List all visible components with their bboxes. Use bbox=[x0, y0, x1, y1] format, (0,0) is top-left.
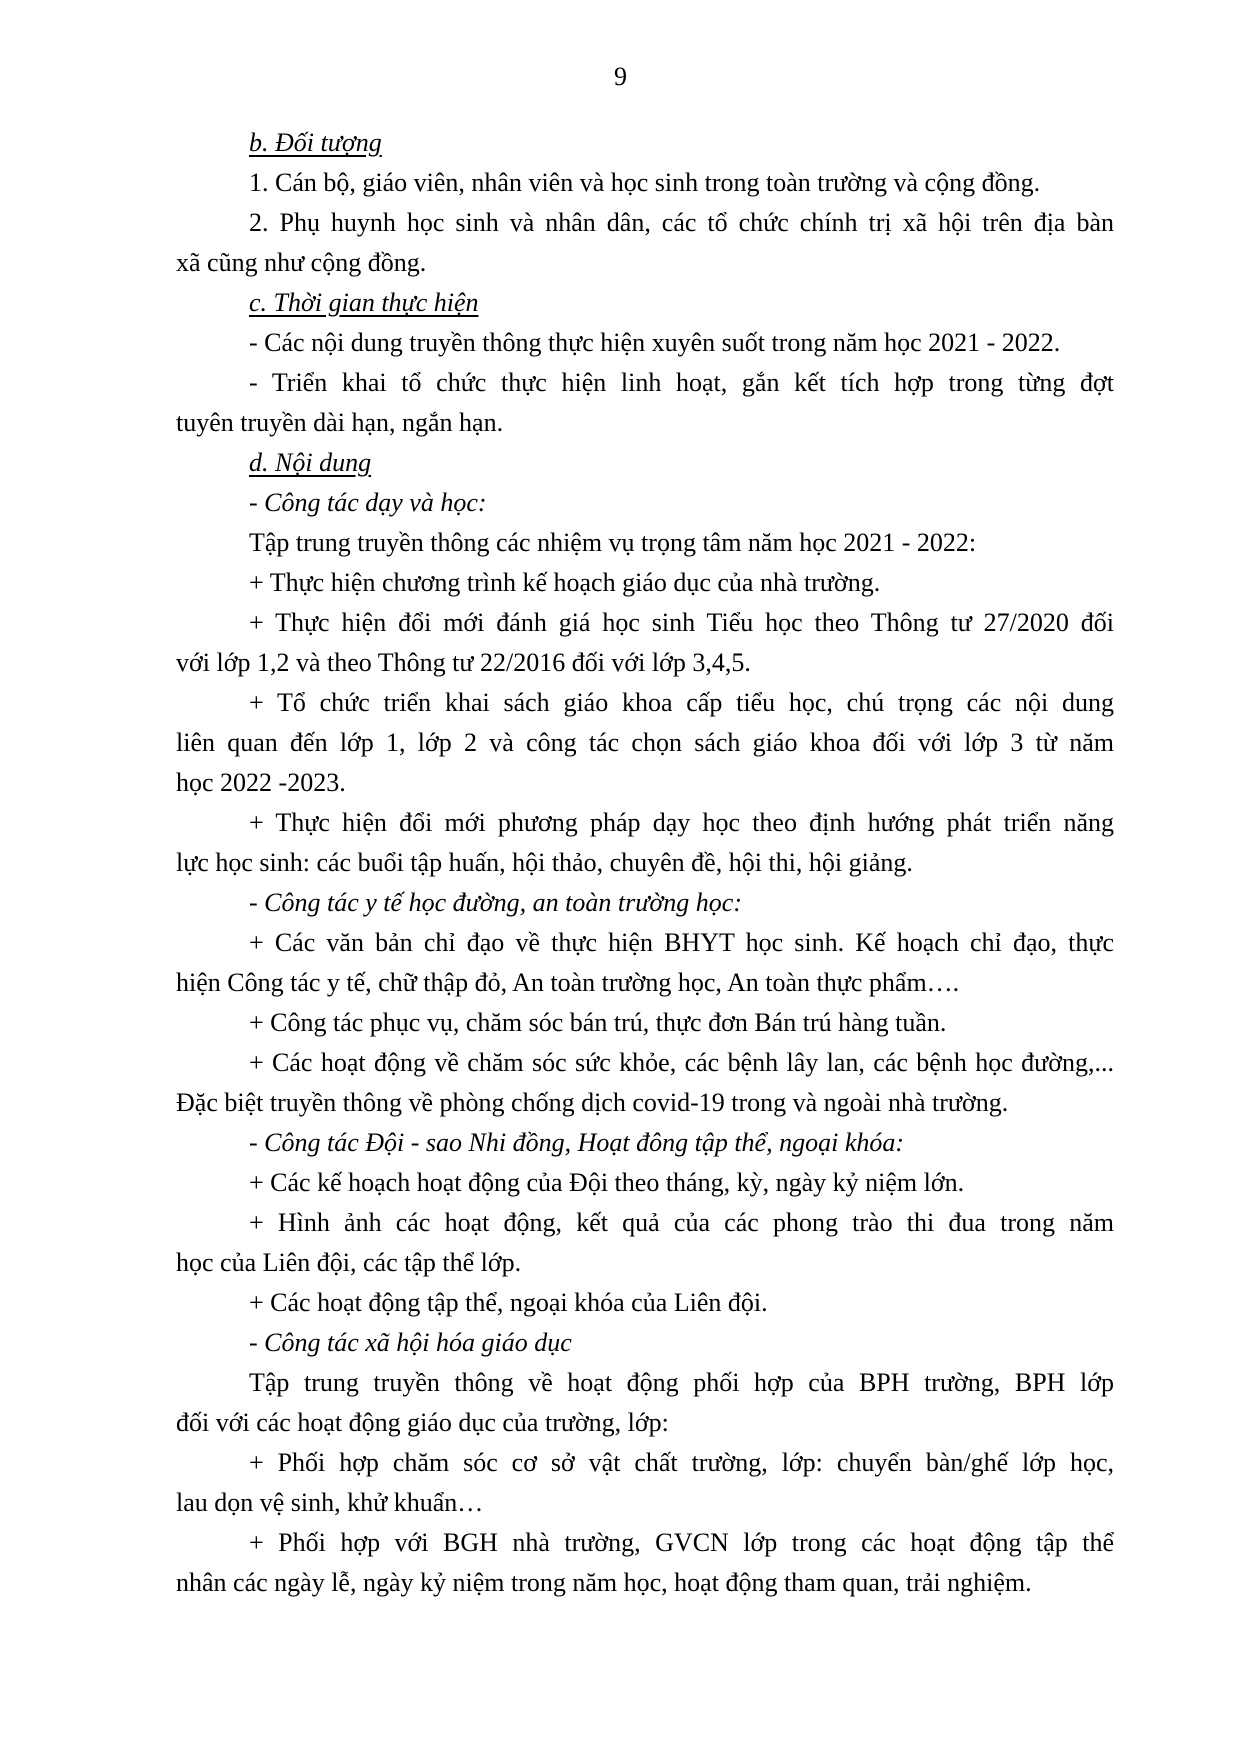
section-heading-b: b. Đối tượng bbox=[249, 128, 382, 157]
bullet-item: + Thực hiện đổi mới phương pháp dạy học theo định hướng phát triển năng bbox=[249, 808, 1114, 837]
bullet-item-continued: hiện Công tác y tế, chữ thập đỏ, An toàn trường học, An toàn thực phẩm…. bbox=[176, 968, 960, 997]
paragraph: 2. Phụ huynh học sinh và nhân dân, các tổ chức chính trị xã hội trên địa bàn bbox=[249, 208, 1114, 237]
bullet-item: + Công tác phục vụ, chăm sóc bán trú, thực đơn Bán trú hàng tuần. bbox=[249, 1008, 947, 1037]
subsection-title: - Công tác dạy và học: bbox=[249, 488, 487, 517]
subsection-title: - Công tác y tế học đường, an toàn trường học: bbox=[249, 888, 742, 917]
section-heading-c: c. Thời gian thực hiện bbox=[249, 288, 479, 317]
bullet-item: + Thực hiện chương trình kế hoạch giáo dục của nhà trường. bbox=[249, 568, 881, 597]
bullet-item: + Hình ảnh các hoạt động, kết quả của các phong trào thi đua trong năm bbox=[249, 1208, 1114, 1237]
paragraph: xã cũng như cộng đồng. bbox=[176, 248, 427, 277]
bullet-item-continued: Đặc biệt truyền thông về phòng chống dịch covid-19 trong và ngoài nhà trường. bbox=[176, 1088, 1009, 1117]
bullet-item-continued: lau dọn vệ sinh, khử khuẩn… bbox=[176, 1488, 484, 1517]
paragraph: tuyên truyền dài hạn, ngắn hạn. bbox=[176, 408, 504, 437]
paragraph: - Triển khai tổ chức thực hiện linh hoạt, gắn kết tích hợp trong từng đợt bbox=[249, 368, 1114, 397]
bullet-item-continued: học của Liên đội, các tập thể lớp. bbox=[176, 1248, 522, 1277]
page-body bbox=[176, 123, 1114, 1603]
bullet-item-continued: nhân các ngày lễ, ngày kỷ niệm trong năm học, hoạt động tham quan, trải nghiệm. bbox=[176, 1568, 1032, 1597]
bullet-item: + Các hoạt động về chăm sóc sức khỏe, các bệnh lây lan, các bệnh học đường,... bbox=[249, 1048, 1114, 1077]
subsection-title: - Công tác xã hội hóa giáo dục bbox=[249, 1328, 572, 1357]
bullet-item: + Các văn bản chỉ đạo về thực hiện BHYT học sinh. Kế hoạch chỉ đạo, thực bbox=[249, 928, 1114, 957]
bullet-item: + Phối hợp với BGH nhà trường, GVCN lớp trong các hoạt động tập thể bbox=[249, 1528, 1114, 1557]
section-heading-d: d. Nội dung bbox=[249, 448, 372, 477]
paragraph: Tập trung truyền thông về hoạt động phối hợp của BPH trường, BPH lớp bbox=[249, 1368, 1114, 1397]
bullet-item: + Phối hợp chăm sóc cơ sở vật chất trường, lớp: chuyển bàn/ghế lớp học, bbox=[249, 1448, 1114, 1477]
paragraph-continued: đối với các hoạt động giáo dục của trường, lớp: bbox=[176, 1408, 669, 1437]
bullet-item-continued: học 2022 -2023. bbox=[176, 768, 346, 797]
paragraph: Tập trung truyền thông các nhiệm vụ trọng tâm năm học 2021 - 2022: bbox=[249, 528, 977, 557]
bullet-item-continued: với lớp 1,2 và theo Thông tư 22/2016 đối với lớp 3,4,5. bbox=[176, 648, 751, 677]
paragraph: 1. Cán bộ, giáo viên, nhân viên và học sinh trong toàn trường và cộng đồng. bbox=[249, 168, 1041, 197]
bullet-item: + Các hoạt động tập thể, ngoại khóa của Liên đội. bbox=[249, 1288, 768, 1317]
bullet-item: + Các kế hoạch hoạt động của Đội theo tháng, kỳ, ngày kỷ niệm lớn. bbox=[249, 1168, 965, 1197]
bullet-item: + Tổ chức triển khai sách giáo khoa cấp tiểu học, chú trọng các nội dung bbox=[249, 688, 1114, 717]
bullet-item: + Thực hiện đổi mới đánh giá học sinh Tiểu học theo Thông tư 27/2020 đối bbox=[249, 608, 1114, 637]
subsection-title: - Công tác Đội - sao Nhi đồng, Hoạt đông tập thể, ngoại khóa: bbox=[249, 1128, 905, 1157]
page-number: 9 bbox=[614, 62, 627, 91]
bullet-item-continued: liên quan đến lớp 1, lớp 2 và công tác chọn sách giáo khoa đối với lớp 3 từ năm bbox=[176, 728, 1114, 757]
paragraph: - Các nội dung truyền thông thực hiện xuyên suốt trong năm học 2021 - 2022. bbox=[249, 328, 1061, 357]
bullet-item-continued: lực học sinh: các buổi tập huấn, hội thảo, chuyên đề, hội thi, hội giảng. bbox=[176, 848, 913, 877]
